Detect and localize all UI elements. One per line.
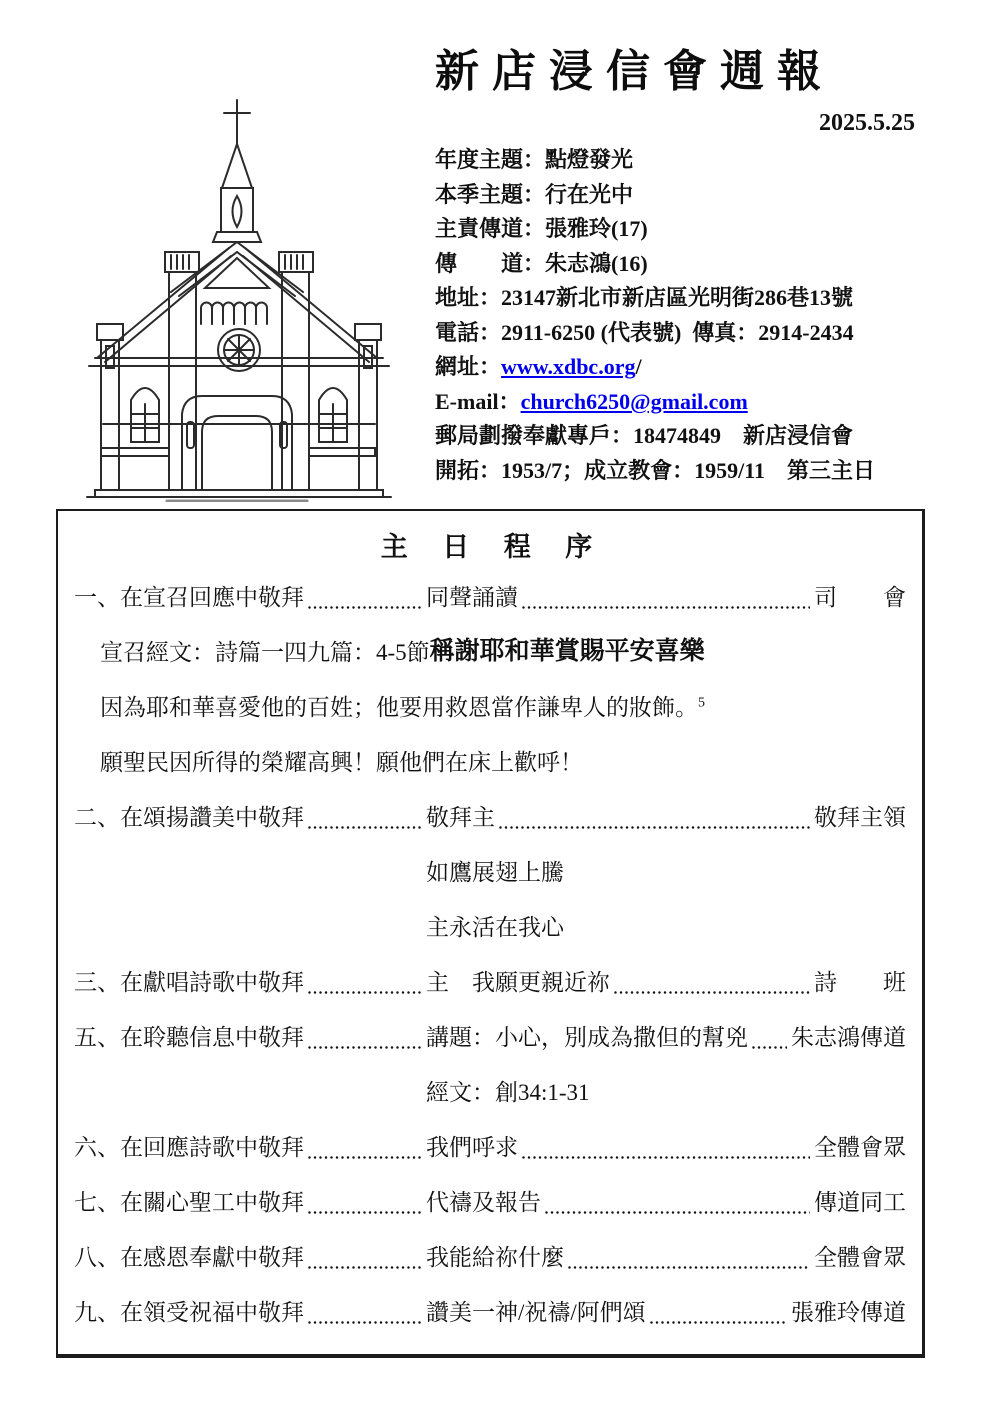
call-scripture-ref	[74, 624, 906, 679]
row-label: 一、在宣召回應中敬拜	[74, 584, 304, 610]
founding-info: 開拓：1953/7；成立教會：1959/11 第三主日	[435, 457, 876, 483]
leader-dots	[304, 972, 426, 995]
leader-dots	[610, 972, 814, 995]
program-row-9	[74, 1284, 906, 1339]
leader-dots	[304, 1027, 426, 1050]
row-label: 五、在聆聽信息中敬拜	[74, 1024, 304, 1050]
row-item: 我們呼求	[426, 1134, 518, 1160]
program-box	[56, 509, 925, 1358]
program-title: 主 日 程 序	[380, 532, 600, 562]
leader-dots	[304, 807, 426, 830]
page-title: 新 店 浸 信 會 週 報	[435, 47, 822, 96]
website-link[interactable]: www.xdbc.org	[501, 354, 636, 380]
bulletin-date: 2025.5.25	[819, 110, 915, 137]
leader-dots	[646, 1302, 791, 1325]
row-person: 詩 班	[814, 969, 906, 995]
church-icon	[58, 92, 420, 502]
leader-dots	[495, 807, 814, 830]
email-label: E-mail：	[435, 388, 521, 414]
scripture-ref: 宣召經文：詩篇一四九篇：4-5節	[100, 639, 430, 665]
website-line	[435, 350, 983, 385]
row-item: 代禱及報告	[426, 1189, 541, 1215]
website-suffix: /	[635, 354, 642, 380]
leader-dots	[748, 1027, 791, 1050]
church-illustration	[58, 92, 420, 502]
scripture-verse-4	[74, 679, 906, 734]
lead-pastor: 主責傳道：張雅玲(17)	[435, 216, 648, 242]
phone-fax: 電話：2911-6250 (代表號) 傳真：2914-2434	[435, 319, 854, 345]
leader-dots	[304, 1247, 426, 1270]
row-item: 讚美一神/祝禱/阿們頌	[426, 1299, 646, 1325]
program-row-8	[74, 1229, 906, 1284]
program-rows	[74, 569, 906, 1339]
row-label: 二、在頌揚讚美中敬拜	[74, 804, 304, 830]
program-row-7	[74, 1174, 906, 1229]
row-person: 司 會	[814, 584, 906, 610]
leader-dots	[304, 587, 426, 610]
row-person: 全體會眾	[814, 1244, 906, 1270]
program-row-2	[74, 789, 906, 844]
row-label: 六、在回應詩歌中敬拜	[74, 1134, 304, 1160]
row-person: 敬拜主領	[814, 804, 906, 830]
leader-dots	[564, 1247, 814, 1270]
pastor: 傳 道：朱志鴻(16)	[435, 250, 648, 276]
program-row-5	[74, 1009, 906, 1064]
verse-number: 5	[698, 695, 705, 711]
row-person: 傳道同工	[814, 1189, 906, 1215]
verse-text: 因為耶和華喜愛他的百姓；他要用救恩當作謙卑人的妝飾。$^5$	[100, 694, 705, 720]
row-label: 九、在領受祝福中敬拜	[74, 1299, 304, 1325]
leader-dots	[304, 1192, 426, 1215]
row-person: 張雅玲傳道	[791, 1299, 906, 1325]
church-info	[435, 143, 983, 488]
row-label: 三、在獻唱詩歌中敬拜	[74, 969, 304, 995]
row-item: 我能給祢什麼	[426, 1244, 564, 1270]
season-theme: 本季主題：行在光中	[435, 181, 634, 207]
row-item: 敬拜主	[426, 804, 495, 830]
row-item: 講題：小心，別成為撒但的幫兇	[426, 1024, 748, 1050]
program-row-6	[74, 1119, 906, 1174]
row-person: 全體會眾	[814, 1134, 906, 1160]
scripture-title: 稱謝耶和華賞賜平安喜樂	[429, 637, 705, 665]
scripture-verse-5	[74, 734, 906, 789]
address: 地址：23147新北市新店區光明街286巷13號	[435, 285, 854, 311]
annual-theme: 年度主題：點燈發光	[435, 147, 634, 173]
postal-account: 郵局劃撥奉獻專戶：18474849 新店浸信會	[435, 423, 854, 449]
row-item: 同聲誦讀	[426, 584, 518, 610]
program-row-1	[74, 569, 906, 624]
row-person: 朱志鴻傳道	[791, 1024, 906, 1050]
leader-dots	[518, 587, 814, 610]
row-label: 七、在關心聖工中敬拜	[74, 1189, 304, 1215]
website-label: 網址：	[435, 354, 502, 380]
leader-dots	[541, 1192, 814, 1215]
row-item: 主 我願更親近祢	[426, 969, 610, 995]
program-row-3	[74, 954, 906, 1009]
song-title: 如鷹展翅上騰	[426, 859, 564, 885]
email-link[interactable]: church6250@gmail.com	[520, 388, 748, 414]
header	[435, 48, 983, 488]
verse-text: 願聖民因所得的榮耀高興！願他們在床上歡呼！	[100, 749, 583, 775]
email-line	[435, 385, 983, 420]
row-label: 八、在感恩奉獻中敬拜	[74, 1244, 304, 1270]
leader-dots	[518, 1137, 814, 1160]
leader-dots	[304, 1302, 426, 1325]
sermon-scripture: 經文：創34:1-31	[426, 1079, 590, 1105]
leader-dots	[304, 1137, 426, 1160]
song-title: 主永活在我心	[426, 914, 564, 940]
